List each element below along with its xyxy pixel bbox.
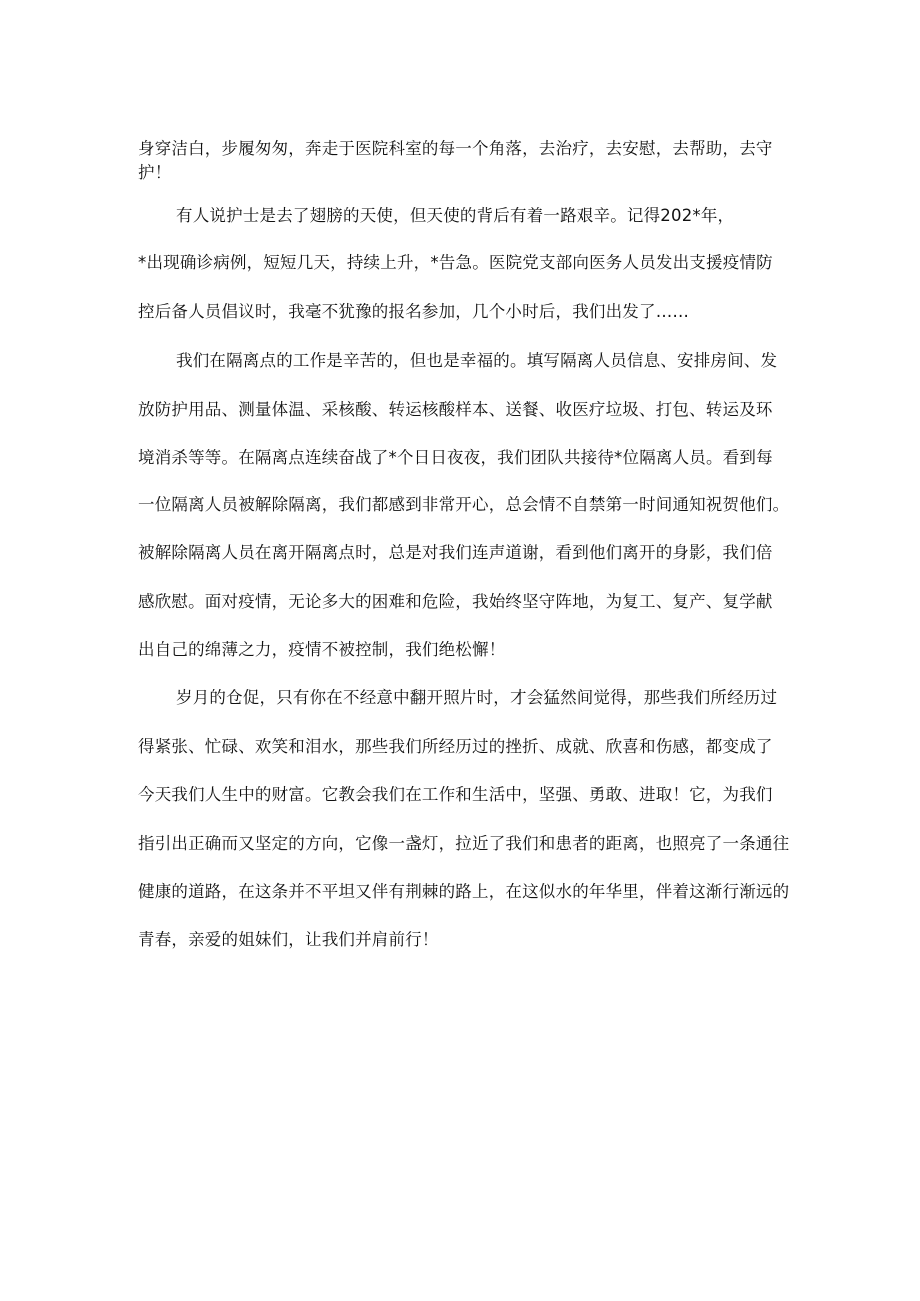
text-line: 今天我们人生中的财富。它教会我们在工作和生活中，坚强、勇敢、进取！它，为我们: [138, 785, 773, 804]
text-line: 感欣慰。面对疫情，无论多大的困难和危险，我始终坚守阵地，为复工、复产、复学献: [138, 592, 773, 611]
text-line: *出现确诊病例，短短几天，持续上升，*告急。医院党支部向医务人员发出支援疫情防: [138, 253, 773, 272]
text-line: 被解除隔离人员在离开隔离点时，总是对我们连声道谢，看到他们离开的身影，我们倍: [138, 543, 773, 562]
text-line: 指引出正确而又坚定的方向，它像一盏灯，拉近了我们和患者的距离，也照亮了一条通往: [138, 834, 790, 853]
text-line: 一位隔离人员被解除隔离，我们都感到非常开心，总会情不自禁第一时间通知祝贺他们。: [138, 495, 790, 514]
text-line: 健康的道路，在这条并不平坦又伴有荆棘的路上，在这似水的年华里，伴着这渐行渐远的: [138, 882, 790, 901]
text-line: 我们在隔离点的工作是辛苦的，但也是幸福的。填写隔离人员信息、安排房间、发: [176, 351, 778, 370]
text-line: 护！: [138, 163, 172, 182]
text-line: 得紧张、忙碌、欢笑和泪水，那些我们所经历过的挫折、成就、欣喜和伤感，都变成了: [138, 737, 773, 756]
text-line: 出自己的绵薄之力，疫情不被控制，我们绝松懈！: [138, 640, 506, 659]
text-line: 控后备人员倡议时，我毫不犹豫的报名参加，几个小时后，我们出发了……: [138, 302, 690, 321]
text-line: 放防护用品、测量体温、采核酸、转运核酸样本、送餐、收医疗垃圾、打包、转运及环: [138, 400, 773, 419]
text-line: 身穿洁白，步履匆匆，奔走于医院科室的每一个角落，去治疗，去安慰，去帮助，去守: [138, 139, 773, 158]
text-line: 境消杀等等。在隔离点连续奋战了*个日日夜夜，我们团队共接待*位隔离人员。看到每: [138, 448, 773, 467]
text-line: 岁月的仓促，只有你在不经意中翻开照片时，才会猛然间觉得，那些我们所经历过: [176, 688, 778, 707]
text-line: 青春，亲爱的姐妹们，让我们并肩前行！: [138, 930, 439, 949]
text-line: 有人说护士是去了翅膀的天使，但天使的背后有着一路艰辛。记得202*年，: [176, 206, 735, 225]
